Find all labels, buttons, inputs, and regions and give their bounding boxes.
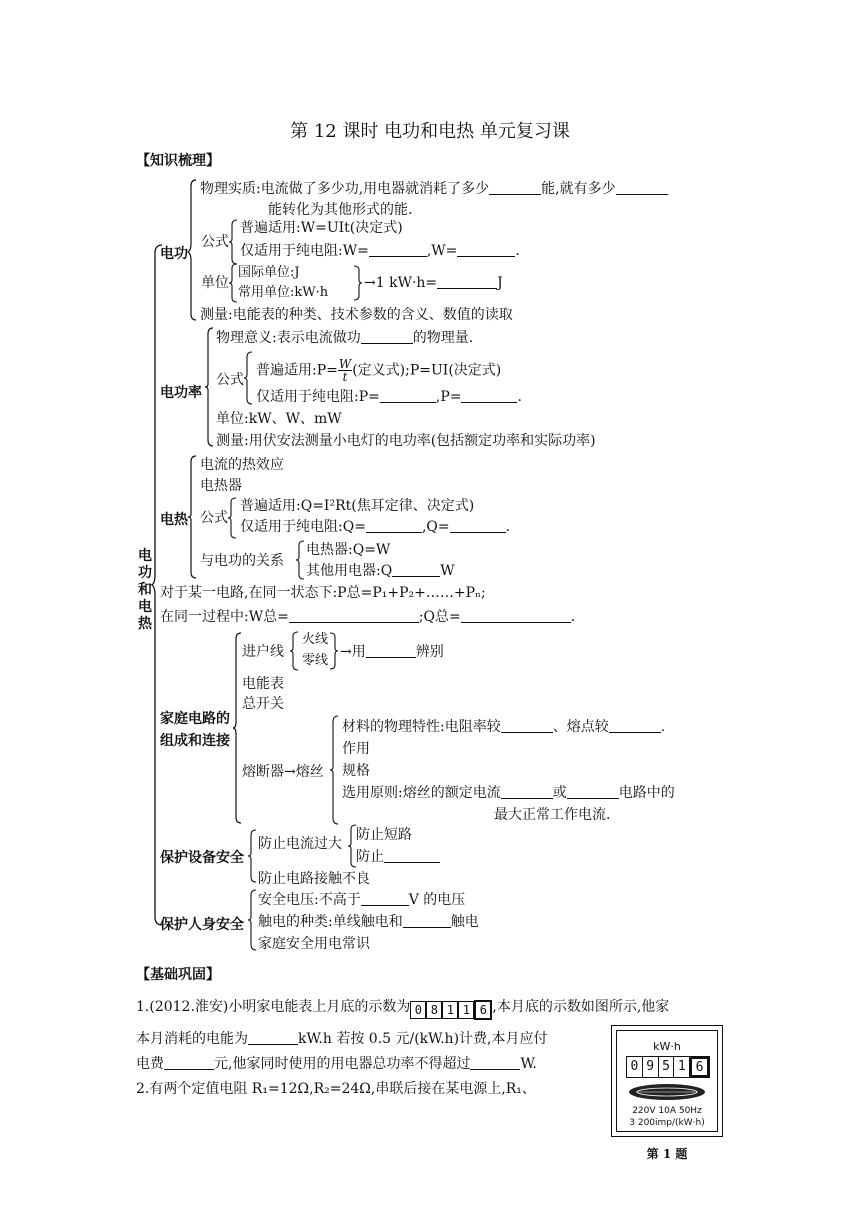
start-digit: 1 [442,1001,458,1019]
power-formula-general: 普遍适用:P= $\frac{W}{t}$ (定义式);P=UI(决定式) [256,357,502,384]
power-formula-pure: 仅适用于纯电阻:P= ,P= . [256,389,522,405]
blank[interactable] [461,388,517,403]
equipment-brace [248,830,258,882]
q1-line-2: 本月消耗的电能为 kW.h 若按 0.5 元/(kW.h)计费,本月应付 [136,1031,548,1047]
blank[interactable] [501,784,553,799]
household-live: 火线 [302,632,329,647]
section-basic: 【基础巩固】 [136,967,220,983]
power-measure: 测量:用伏安法测量小电灯的电功率(包括额定功率和实际功率) [216,433,596,449]
blank[interactable] [489,180,541,195]
work-unit-conversion: →1 kW·h= J [364,275,503,291]
power-meaning: 物理意义:表示电流做功 的物理量. [216,330,474,346]
fuse-role: 作用 [342,741,370,757]
start-digit: 6 [474,1000,492,1020]
blank[interactable] [461,608,571,623]
blank[interactable] [366,518,422,533]
electric-work-label: 电功 [160,246,188,262]
heat-formula-general: 普遍适用:Q=I²Rt(焦耳定律、决定式) [240,498,475,514]
household-inlet-identify: →用 辨别 [340,644,444,660]
household-inlet: 进户线 [242,644,284,660]
household-label-2: 组成和连接 [160,733,230,749]
blank[interactable] [450,518,506,533]
heat-relation-other: 其他用电器:Q W [306,563,455,579]
work-unit-close-brace [352,266,362,300]
personal-voltage: 安全电压:不高于 V 的电压 [258,892,466,908]
equipment-overcurrent: 防止电流过大 [258,836,342,852]
q2-line-1: 2.有两个定值电阻 R₁=12Ω,R₂=24Ω,串联后接在某电源上,R₁、 [136,1081,536,1097]
meter-spec-2: 3 200imp/(kW·h) [629,1118,705,1128]
blank[interactable] [384,848,440,863]
electric-heat-brace [188,456,198,578]
personal-safety-label: 保护人身安全 [160,917,244,933]
electric-work-brace [188,180,198,320]
heat-heater: 电热器 [200,478,242,494]
household-brace [233,633,243,823]
equipment-prevent: 防止 [356,849,384,865]
start-reading [410,1000,492,1020]
blank[interactable] [289,608,419,623]
meter-digit: 1 [674,1057,690,1077]
electric-power-brace [205,328,215,446]
q1-line-3: 电费 元,他家同时使用的用电器总功率不得超过 W. [136,1056,537,1072]
meter-digit: 0 [627,1057,643,1077]
heat-effect: 电流的热效应 [200,457,284,473]
meter-digit: 6 [690,1057,709,1077]
electric-heat-label: 电热 [160,512,188,528]
figure-caption: 第 1 题 [646,1147,688,1161]
fuse-brace [330,716,340,824]
fuse-selection-2: 最大正常工作电流. [494,807,611,823]
blank[interactable] [567,784,619,799]
blank[interactable] [392,562,440,577]
meter-digit: 9 [643,1057,659,1077]
blank[interactable] [437,274,497,289]
meter-disk-icon [626,1080,708,1104]
blank[interactable] [361,891,409,906]
heat-relation-brace [296,541,306,579]
work-formula-label: 公式 [201,234,229,250]
work-unit-common: 常用单位:kW·h [238,285,329,300]
heat-relation-heater: 电热器:Q=W [306,542,391,558]
work-formula-general: 普遍适用:W=UIt(决定式) [240,220,403,236]
fuse-selection: 选用原则:熔丝的额定电流 或 电路中的 [342,785,675,801]
work-essence-line-2: 能转化为其他形式的能. [268,202,413,218]
blank[interactable] [380,388,436,403]
inlet-brace [290,632,300,670]
meter-unit: kW·h [653,1040,681,1053]
start-digit: 8 [426,1001,442,1019]
blank[interactable] [366,643,416,658]
blank[interactable] [501,718,553,733]
blank[interactable] [470,1055,520,1070]
blank[interactable] [248,1030,298,1045]
household-meter: 电能表 [242,676,284,692]
heat-formula-brace [228,498,238,538]
work-unit-si: 国际单位:J [238,265,300,280]
equipment-short: 防止短路 [356,827,412,843]
equipment-contact: 防止电路接触不良 [258,871,370,887]
q1-line-1: 1.(2012.淮安)小明家电能表上月底的示数为 0 8 1 1 6 ,本月底的示数如图所示,他家 [136,998,669,1020]
meter-digit: 5 [659,1057,675,1077]
start-digit: 1 [458,1001,474,1019]
personal-common: 家庭安全用电常识 [258,936,370,952]
meter-spec-1: 220V 10A 50Hz [632,1106,702,1116]
work-measure: 测量:电能表的种类、技术参数的含义、数值的读取 [200,307,513,323]
blank[interactable] [609,718,661,733]
process-line: 在同一过程中:W总= ;Q总= . [160,609,576,625]
blank[interactable] [164,1055,214,1070]
household-neutral: 零线 [302,653,329,668]
inlet-close-brace [328,633,338,669]
work-unit-label: 单位 [201,275,229,291]
blank[interactable] [403,913,451,928]
heat-relation-label: 与电功的关系 [200,553,284,569]
heat-formula-label: 公式 [200,510,228,526]
work-essence-line: 物理实质:电流做了多少功,用电器就消耗了多少 能,就有多少 [200,180,668,198]
household-fuse: 熔断器→熔丝 [242,764,324,780]
page-title: 第 12 课时 电功和电热 单元复习课 [290,121,570,142]
personal-brace [248,890,258,950]
blank[interactable] [616,180,668,195]
power-formula-brace [244,352,254,404]
section-knowledge: 【知识梳理】 [136,153,220,169]
heat-formula-pure: 仅适用于纯电阻:Q= ,Q= . [240,519,511,535]
circuit-line: 对于某一电路,在同一状态下:P总=P₁+P₂+……+Pₙ; [160,585,486,601]
fuse-spec: 规格 [342,763,370,779]
electric-power-label: 电功率 [160,385,202,401]
work-formula-pure: 仅适用于纯电阻:W= ,W= . [240,243,520,259]
blank[interactable] [369,242,427,257]
work-formula-brace [229,220,239,264]
household-label-1: 家庭电路的 [160,711,230,727]
start-digit: 0 [410,1001,426,1019]
electricity-meter-figure [611,1025,723,1137]
household-switch: 总开关 [242,696,284,712]
power-formula-label: 公式 [216,372,244,388]
blank[interactable] [361,329,413,344]
equipment-safety-label: 保护设备安全 [160,850,244,866]
fuse-property: 材料的物理特性:电阻率较 、熔点较 . [342,719,666,735]
personal-shock: 触电的种类:单线触电和 触电 [258,914,479,930]
blank[interactable] [457,242,515,257]
meter-display [626,1056,710,1078]
power-unit: 单位:kW、W、mW [216,411,342,427]
root-label: 电功和电热 [138,548,152,632]
